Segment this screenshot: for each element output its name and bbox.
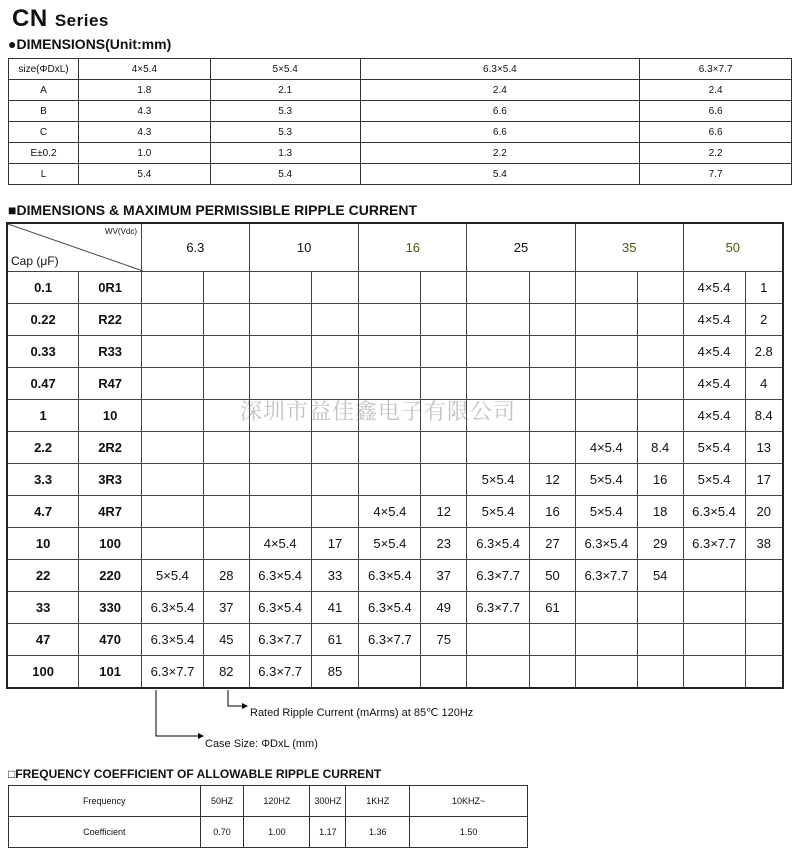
ripple-note: Rated Ripple Current (mArms) at 85℃ 120Hz <box>250 707 474 719</box>
ripple-arrow-head <box>242 703 248 709</box>
code-cell: 100 <box>79 528 142 560</box>
row-label-cell: E±0.2 <box>9 143 79 164</box>
table-cell: 120HZ <box>244 786 310 817</box>
ripple-current-cell <box>421 304 467 336</box>
table-cell: 2.2 <box>360 143 640 164</box>
ripple-current-cell <box>745 560 783 592</box>
table-cell: 1KHZ <box>346 786 410 817</box>
table-cell: 5.4 <box>78 164 210 185</box>
ripple-table <box>6 222 784 689</box>
ripple-current-cell <box>203 528 249 560</box>
cap-label: Cap (μF) <box>11 254 59 268</box>
code-cell: 0R1 <box>79 272 142 304</box>
table-cell: 5.3 <box>210 101 360 122</box>
table-row <box>9 817 528 848</box>
case-size-cell <box>142 272 204 304</box>
ripple-current-cell: 20 <box>745 496 783 528</box>
case-size-cell <box>683 624 745 656</box>
ripple-current-cell <box>530 336 576 368</box>
table-row <box>7 272 783 304</box>
ripple-current-cell: 50 <box>530 560 576 592</box>
table-row <box>7 464 783 496</box>
table-row <box>9 80 792 101</box>
ripple-current-cell <box>530 272 576 304</box>
table-row <box>9 122 792 143</box>
ripple-current-cell <box>745 624 783 656</box>
ripple-current-cell <box>637 656 683 689</box>
ripple-current-cell <box>421 336 467 368</box>
case-size-cell <box>467 336 530 368</box>
case-size-cell: 5×5.4 <box>467 496 530 528</box>
table-cell: 5×5.4 <box>210 59 360 80</box>
ripple-current-cell: 75 <box>421 624 467 656</box>
case-size-cell <box>142 464 204 496</box>
ripple-current-cell: 37 <box>203 592 249 624</box>
bullet-icon: ● <box>8 36 17 52</box>
case-size-cell <box>142 336 204 368</box>
ripple-current-cell <box>203 304 249 336</box>
table-cell: 1.36 <box>346 817 410 848</box>
dimensions-table <box>8 58 792 185</box>
case-size-cell <box>142 368 204 400</box>
ripple-current-cell <box>311 304 359 336</box>
table-row <box>7 528 783 560</box>
ripple-current-cell: 2.8 <box>745 336 783 368</box>
ripple-current-cell: 12 <box>530 464 576 496</box>
voltage-header-cell: 35 <box>575 223 683 272</box>
voltage-header-cell: 50 <box>683 223 783 272</box>
ripple-current-cell: 28 <box>203 560 249 592</box>
code-cell: 10 <box>79 400 142 432</box>
case-size-cell: 4×5.4 <box>575 432 637 464</box>
ripple-current-cell <box>530 304 576 336</box>
case-size-cell <box>467 656 530 689</box>
case-size-cell <box>683 592 745 624</box>
wv-label: WV(Vdc) <box>105 227 138 236</box>
ripple-current-cell <box>311 336 359 368</box>
ripple-arrow-line <box>228 690 242 706</box>
table-cell: 1.8 <box>78 80 210 101</box>
case-size-cell <box>142 496 204 528</box>
ripple-current-cell <box>637 336 683 368</box>
case-size-cell <box>467 624 530 656</box>
ripple-current-cell: 2 <box>745 304 783 336</box>
case-size-cell: 4×5.4 <box>683 368 745 400</box>
table-row <box>7 560 783 592</box>
row-label-cell: B <box>9 101 79 122</box>
case-size-cell <box>359 304 421 336</box>
case-size-cell <box>249 304 311 336</box>
ripple-current-cell <box>421 464 467 496</box>
case-size-cell: 5×5.4 <box>683 432 745 464</box>
table-row <box>9 164 792 185</box>
ripple-current-cell <box>637 272 683 304</box>
ripple-current-cell <box>203 432 249 464</box>
ripple-current-cell: 8.4 <box>745 400 783 432</box>
table-row <box>9 786 528 817</box>
case-size-cell <box>249 336 311 368</box>
ripple-current-cell <box>203 336 249 368</box>
case-size-cell <box>575 400 637 432</box>
code-cell: 470 <box>79 624 142 656</box>
case-size-cell: 6.3×7.7 <box>467 592 530 624</box>
case-size-cell: 6.3×5.4 <box>575 528 637 560</box>
case-size-cell <box>467 304 530 336</box>
ripple-current-cell: 4 <box>745 368 783 400</box>
ripple-current-cell <box>637 304 683 336</box>
capacitance-cell: 47 <box>7 624 79 656</box>
table-row <box>7 336 783 368</box>
case-size-cell: 4×5.4 <box>683 336 745 368</box>
case-size-cell: 6.3×5.4 <box>683 496 745 528</box>
case-size-cell <box>142 432 204 464</box>
capacitance-cell: 0.33 <box>7 336 79 368</box>
dimensions-heading: ●DIMENSIONS(Unit:mm) <box>8 36 172 52</box>
voltage-header-cell: 6.3 <box>142 223 250 272</box>
table-cell: 4.3 <box>78 101 210 122</box>
ripple-current-cell <box>311 272 359 304</box>
case-size-note: Case Size: ΦDxL (mm) <box>205 738 318 750</box>
case-size-cell: 6.3×5.4 <box>359 592 421 624</box>
row-label-cell: C <box>9 122 79 143</box>
case-size-cell: 4×5.4 <box>683 304 745 336</box>
watermark: 深圳市益佳鑫电子有限公司 <box>240 400 517 425</box>
code-cell: 330 <box>79 592 142 624</box>
table-row <box>7 304 783 336</box>
case-size-cell <box>359 336 421 368</box>
ripple-current-cell: 38 <box>745 528 783 560</box>
ripple-current-cell: 49 <box>421 592 467 624</box>
ripple-current-cell: 12 <box>421 496 467 528</box>
case-size-cell <box>575 656 637 689</box>
case-size-cell: 6.3×7.7 <box>249 656 311 689</box>
ripple-current-cell <box>203 464 249 496</box>
table-cell: 7.7 <box>640 164 792 185</box>
table-row <box>7 592 783 624</box>
capacitance-cell: 10 <box>7 528 79 560</box>
case-size-cell <box>142 528 204 560</box>
table-cell: 0.70 <box>200 817 244 848</box>
case-size-cell: 4×5.4 <box>359 496 421 528</box>
ripple-current-cell <box>530 656 576 689</box>
case-size-cell: 5×5.4 <box>142 560 204 592</box>
bullet-icon: □ <box>8 767 16 781</box>
table-cell: 5.3 <box>210 122 360 143</box>
case-size-cell <box>683 560 745 592</box>
ripple-current-cell <box>421 432 467 464</box>
code-cell: R33 <box>79 336 142 368</box>
code-cell: 101 <box>79 656 142 689</box>
case-arrow-head <box>198 733 204 739</box>
capacitance-cell: 1 <box>7 400 79 432</box>
row-label-cell: Coefficient <box>9 817 201 848</box>
table-cell: 50HZ <box>200 786 244 817</box>
table-cell: 4.3 <box>78 122 210 143</box>
capacitance-cell: 0.1 <box>7 272 79 304</box>
table-cell: 1.3 <box>210 143 360 164</box>
case-size-cell: 6.3×5.4 <box>359 560 421 592</box>
table-cell: 2.4 <box>640 80 792 101</box>
case-size-cell: 6.3×7.7 <box>249 624 311 656</box>
code-cell: 220 <box>79 560 142 592</box>
case-size-cell: 6.3×5.4 <box>142 592 204 624</box>
case-size-cell <box>249 496 311 528</box>
case-size-cell <box>683 656 745 689</box>
table-header-row <box>9 59 792 80</box>
table-cell: 6.6 <box>360 122 640 143</box>
voltage-header-row <box>7 223 783 272</box>
ripple-current-cell: 61 <box>530 592 576 624</box>
case-size-cell: 5×5.4 <box>359 528 421 560</box>
table-row <box>7 432 783 464</box>
case-size-cell: 5×5.4 <box>575 464 637 496</box>
ripple-current-cell <box>203 272 249 304</box>
case-size-cell: 4×5.4 <box>683 400 745 432</box>
series-name: CN <box>12 5 48 32</box>
case-arrow-line <box>156 690 198 736</box>
table-row <box>7 656 783 689</box>
capacitance-cell: 100 <box>7 656 79 689</box>
case-size-cell <box>575 304 637 336</box>
row-label-cell: L <box>9 164 79 185</box>
case-size-cell <box>467 272 530 304</box>
ripple-current-cell <box>637 400 683 432</box>
case-size-cell: 4×5.4 <box>249 528 311 560</box>
code-cell: R22 <box>79 304 142 336</box>
row-label-cell: A <box>9 80 79 101</box>
case-size-cell <box>575 272 637 304</box>
ripple-current-cell <box>530 624 576 656</box>
ripple-current-cell <box>530 368 576 400</box>
case-size-cell <box>575 624 637 656</box>
table-cell: 10KHZ~ <box>410 786 528 817</box>
table-cell: 1.17 <box>310 817 346 848</box>
capacitance-cell: 22 <box>7 560 79 592</box>
table-cell: 6.6 <box>640 101 792 122</box>
ripple-current-cell: 17 <box>745 464 783 496</box>
table-cell: 4×5.4 <box>78 59 210 80</box>
case-size-cell: 5×5.4 <box>575 496 637 528</box>
code-cell: 2R2 <box>79 432 142 464</box>
ripple-current-cell: 16 <box>530 496 576 528</box>
case-size-cell <box>359 464 421 496</box>
case-size-cell: 4×5.4 <box>683 272 745 304</box>
case-size-cell <box>249 272 311 304</box>
voltage-header-cell: 10 <box>249 223 359 272</box>
ripple-current-cell <box>421 656 467 689</box>
page-title <box>12 5 109 33</box>
case-size-cell: 6.3×7.7 <box>575 560 637 592</box>
series-label: Series <box>54 11 109 30</box>
ripple-current-cell: 61 <box>311 624 359 656</box>
ripple-current-cell <box>637 624 683 656</box>
case-size-cell <box>249 432 311 464</box>
voltage-header-cell: 25 <box>467 223 576 272</box>
case-size-cell <box>142 400 204 432</box>
ripple-current-cell: 16 <box>637 464 683 496</box>
case-size-cell: 6.3×7.7 <box>359 624 421 656</box>
case-size-cell <box>359 272 421 304</box>
ripple-heading: ■DIMENSIONS & MAXIMUM PERMISSIBLE RIPPLE CURRENT <box>8 202 418 218</box>
row-label-cell: Frequency <box>9 786 201 817</box>
table-cell: 1.0 <box>78 143 210 164</box>
ripple-current-cell <box>637 592 683 624</box>
ripple-current-cell: 54 <box>637 560 683 592</box>
table-cell: 1.00 <box>244 817 310 848</box>
voltage-header-cell: 16 <box>359 223 467 272</box>
case-size-cell <box>467 432 530 464</box>
capacitance-cell: 0.22 <box>7 304 79 336</box>
case-size-cell <box>359 656 421 689</box>
ripple-current-cell <box>530 400 576 432</box>
ripple-current-cell: 29 <box>637 528 683 560</box>
case-size-cell: 6.3×5.4 <box>467 528 530 560</box>
ripple-current-cell <box>311 432 359 464</box>
case-size-cell <box>575 368 637 400</box>
ripple-current-cell: 82 <box>203 656 249 689</box>
ripple-current-cell <box>745 592 783 624</box>
capacitance-cell: 0.47 <box>7 368 79 400</box>
case-size-cell <box>249 464 311 496</box>
capacitance-cell: 2.2 <box>7 432 79 464</box>
ripple-current-cell: 17 <box>311 528 359 560</box>
case-size-cell: 6.3×5.4 <box>249 560 311 592</box>
ripple-current-cell: 18 <box>637 496 683 528</box>
row-label-cell: size(ΦDxL) <box>9 59 79 80</box>
table-cell: 5.4 <box>210 164 360 185</box>
case-size-cell: 6.3×7.7 <box>142 656 204 689</box>
ripple-current-cell <box>530 432 576 464</box>
table-cell: 300HZ <box>310 786 346 817</box>
case-size-cell <box>575 336 637 368</box>
table-cell: 1.50 <box>410 817 528 848</box>
table-cell: 2.2 <box>640 143 792 164</box>
table-cell: 6.3×5.4 <box>360 59 640 80</box>
capacitance-cell: 3.3 <box>7 464 79 496</box>
ripple-current-cell: 37 <box>421 560 467 592</box>
ripple-current-cell: 85 <box>311 656 359 689</box>
case-size-cell: 6.3×7.7 <box>683 528 745 560</box>
ripple-current-cell: 8.4 <box>637 432 683 464</box>
ripple-current-cell: 45 <box>203 624 249 656</box>
ripple-current-cell: 1 <box>745 272 783 304</box>
code-cell: 3R3 <box>79 464 142 496</box>
code-cell: R47 <box>79 368 142 400</box>
capacitance-cell: 33 <box>7 592 79 624</box>
table-row <box>9 101 792 122</box>
table-row <box>7 496 783 528</box>
corner-cell <box>7 223 142 272</box>
ripple-current-cell: 27 <box>530 528 576 560</box>
case-size-cell: 5×5.4 <box>467 464 530 496</box>
ripple-current-cell <box>311 464 359 496</box>
case-size-cell: 6.3×5.4 <box>249 592 311 624</box>
case-size-cell: 6.3×5.4 <box>142 624 204 656</box>
ripple-current-cell: 33 <box>311 560 359 592</box>
table-cell: 6.6 <box>640 122 792 143</box>
ripple-current-cell <box>421 272 467 304</box>
table-row <box>9 143 792 164</box>
ripple-current-cell: 41 <box>311 592 359 624</box>
ripple-current-cell: 13 <box>745 432 783 464</box>
table-cell: 2.1 <box>210 80 360 101</box>
table-row <box>7 624 783 656</box>
capacitance-cell: 4.7 <box>7 496 79 528</box>
case-size-cell: 5×5.4 <box>683 464 745 496</box>
frequency-heading: □FREQUENCY COEFFICIENT OF ALLOWABLE RIPPLE CURRENT <box>8 767 382 781</box>
ripple-current-cell <box>311 496 359 528</box>
table-cell: 6.6 <box>360 101 640 122</box>
table-cell: 6.3×7.7 <box>640 59 792 80</box>
case-size-cell <box>142 304 204 336</box>
ripple-current-cell <box>203 496 249 528</box>
ripple-current-cell <box>637 368 683 400</box>
table-cell: 2.4 <box>360 80 640 101</box>
case-size-cell <box>575 592 637 624</box>
table-cell: 5.4 <box>360 164 640 185</box>
bullet-icon: ■ <box>8 202 17 218</box>
code-cell: 4R7 <box>79 496 142 528</box>
case-size-cell <box>359 432 421 464</box>
ripple-current-cell <box>745 656 783 689</box>
case-size-cell: 6.3×7.7 <box>467 560 530 592</box>
frequency-table <box>8 785 528 848</box>
ripple-current-cell: 23 <box>421 528 467 560</box>
